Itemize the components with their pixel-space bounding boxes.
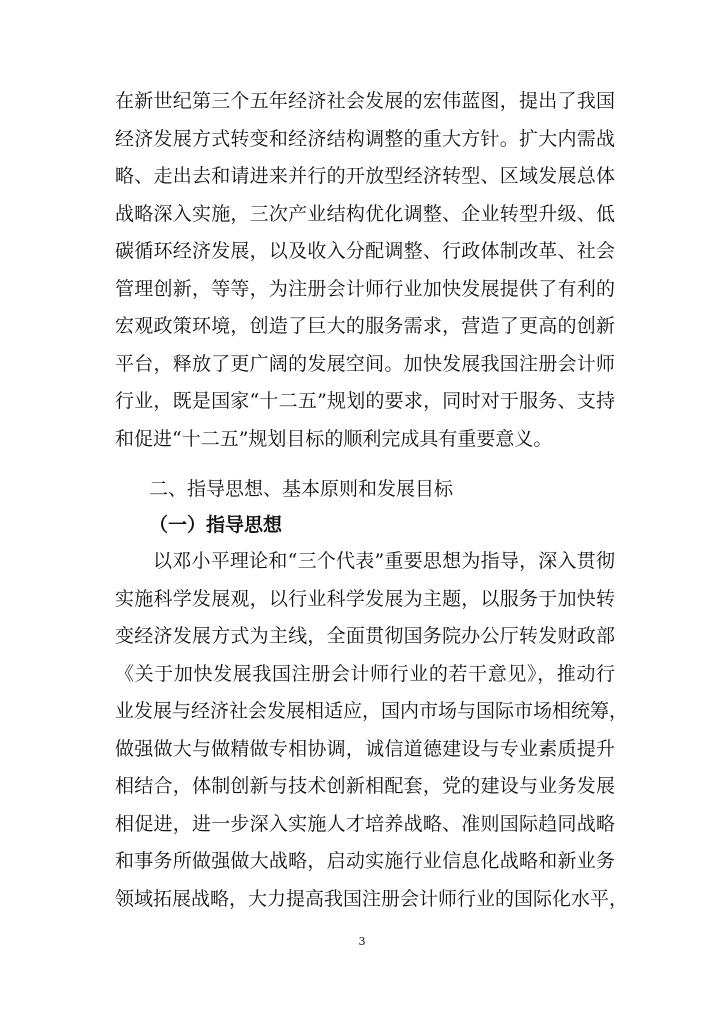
paragraph-line: 在新世纪第三个五年经济社会发展的宏伟蓝图，提出了我国 (115, 90, 615, 112)
section-heading: 二、指导思想、基本原则和发展目标 (149, 478, 454, 500)
paragraph-line: 平台，释放了更广阔的发展空间。加快发展我国注册会计师 (115, 352, 615, 375)
paragraph-line: 和促进“十二五”规划目标的顺利完成具有重要意义。 (115, 427, 553, 450)
paragraph-line: 略、走出去和请进来并行的开放型经济转型、区域发展总体 (115, 165, 615, 187)
page-number: 3 (358, 935, 366, 948)
paragraph-line: 《关于加快发展我国注册会计师行业的若干意见》，推动行 (115, 662, 615, 685)
paragraph-line: 宏观政策环境，创造了巨大的服务需求，营造了更高的创新 (115, 315, 615, 337)
paragraph-line: 相促进，进一步深入实施人才培养战略、准则国际趋同战略 (115, 812, 615, 835)
subsection-heading: （一）指导思想 (149, 514, 283, 536)
paragraph-line: 相结合，体制创新与技术创新相配套，党的建设与业务发展 (115, 775, 615, 797)
paragraph-line: 行业，既是国家“十二五”规划的要求，同时对于服务、支持 (115, 390, 615, 412)
paragraph-1 (115, 83, 615, 458)
paragraph-line: 实施科学发展观，以行业科学发展为主题，以服务于加快转 (115, 587, 615, 610)
paragraph-line: 碳循环经济发展，以及收入分配调整、行政体制改革、社会 (115, 240, 615, 262)
paragraph-line: 战略深入实施，三次产业结构优化调整、企业转型升级、低 (115, 202, 615, 225)
paragraph-line: 和事务所做强做大战略，启动实施行业信息化战略和新业务 (115, 850, 615, 872)
paragraph-line: 业发展与经济社会发展相适应，国内市场与国际市场相统筹， (115, 700, 629, 722)
paragraph-2 (115, 543, 629, 918)
paragraph-line: 变经济发展方式为主线，全面贯彻国务院办公厅转发财政部 (115, 625, 615, 647)
paragraph-line: 管理创新，等等，为注册会计师行业加快发展提供了有利的 (115, 277, 615, 300)
paragraph-line: 以邓小平理论和“三个代表”重要思想为指导，深入贯彻 (153, 550, 615, 572)
paragraph-line: 做强做大与做精做专相协调，诚信道德建设与专业素质提升 (115, 737, 615, 760)
paragraph-line: 经济发展方式转变和经济结构调整的重大方针。扩大内需战 (115, 127, 615, 150)
paragraph-line: 领域拓展战略，大力提高我国注册会计师行业的国际化水平， (115, 887, 629, 910)
